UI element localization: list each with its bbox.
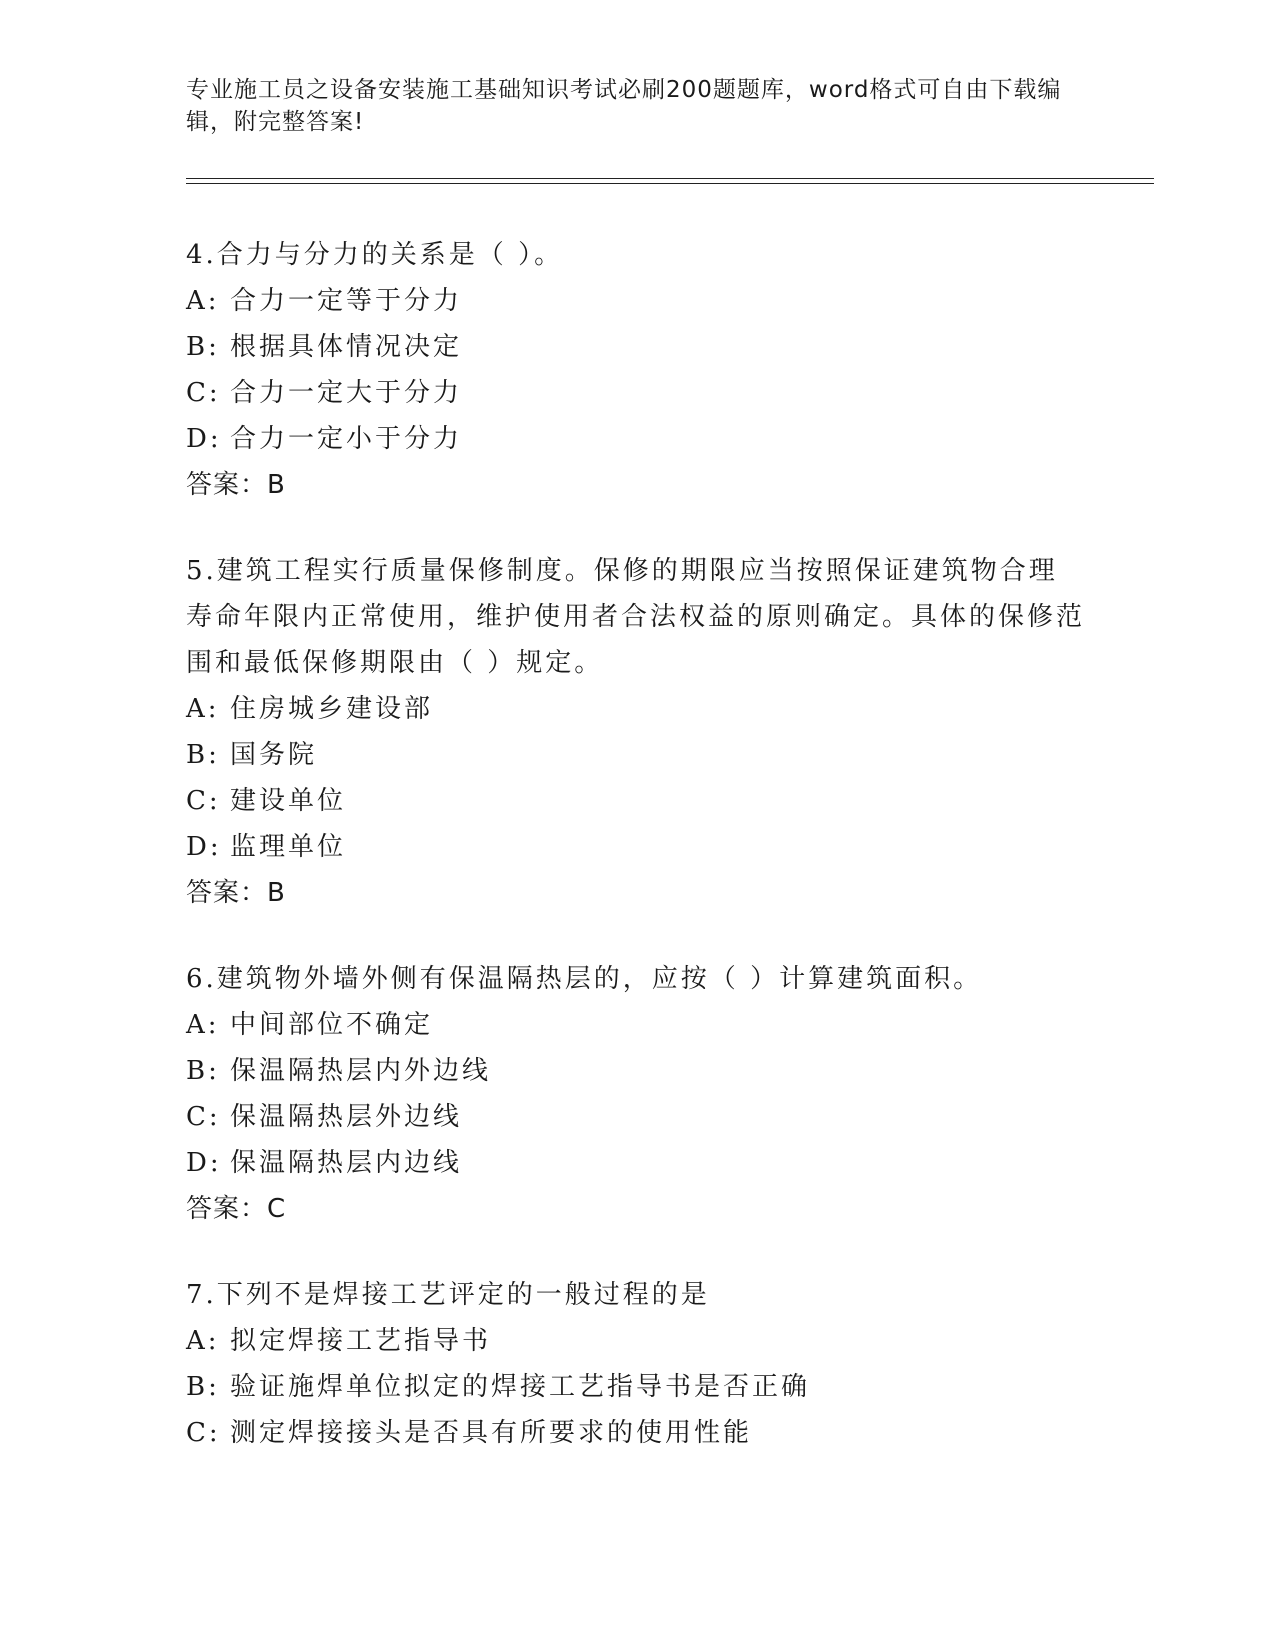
- option-b: [186, 732, 1086, 778]
- header-rule-bottom: [186, 183, 1154, 184]
- question-stem: 5.建筑工程实行质量保修制度。保修的期限应当按照保证建筑物合理寿命年限内正常使用，维护使用者合法权益的原则确定。具体的保修范围和最低保修期限由（ ）规定。: [186, 556, 1086, 678]
- question-4: [186, 232, 1086, 508]
- option-text: 监理单位: [230, 832, 347, 862]
- option-text: 合力一定大于分力: [230, 378, 463, 408]
- question-7: [186, 1272, 1086, 1456]
- option-a: [186, 278, 1086, 324]
- option-key: B:: [186, 1056, 220, 1086]
- question-list: [186, 232, 1086, 1496]
- option-key: A:: [186, 694, 220, 724]
- option-key: C:: [186, 1102, 221, 1132]
- document-header: 专业施工员之设备安装施工基础知识考试必刷200题题库，word格式可自由下载编辑，附完整答案!: [186, 77, 1062, 135]
- question-stem: 4.合力与分力的关系是（ ）。: [186, 240, 564, 270]
- option-a: [186, 686, 1086, 732]
- header-rule-top: [186, 178, 1154, 179]
- option-text: 合力一定等于分力: [230, 286, 463, 316]
- answer: 答案：C: [186, 1194, 287, 1224]
- option-text: 测定焊接接头是否具有所要求的使用性能: [230, 1418, 753, 1448]
- option-d: [186, 1140, 1086, 1186]
- option-key: B:: [186, 1372, 220, 1402]
- option-c: [186, 1410, 1086, 1456]
- option-key: D:: [186, 424, 222, 454]
- option-b: [186, 1364, 1086, 1410]
- answer: 答案：B: [186, 878, 286, 908]
- option-key: D:: [186, 1148, 222, 1178]
- option-a: [186, 1002, 1086, 1048]
- option-text: 合力一定小于分力: [230, 424, 463, 454]
- option-d: [186, 416, 1086, 462]
- option-key: A:: [186, 1010, 220, 1040]
- option-b: [186, 1048, 1086, 1094]
- option-key: A:: [186, 286, 220, 316]
- option-text: 建设单位: [230, 786, 347, 816]
- question-stem: 7.下列不是焊接工艺评定的一般过程的是: [186, 1280, 710, 1310]
- question-6: [186, 956, 1086, 1232]
- question-stem: 6.建筑物外墙外侧有保温隔热层的，应按（ ）计算建筑面积。: [186, 964, 983, 994]
- option-c: [186, 1094, 1086, 1140]
- option-key: C:: [186, 378, 221, 408]
- option-text: 验证施焊单位拟定的焊接工艺指导书是否正确: [230, 1372, 811, 1402]
- option-text: 根据具体情况决定: [230, 332, 463, 362]
- option-text: 中间部位不确定: [230, 1010, 434, 1040]
- option-a: [186, 1318, 1086, 1364]
- option-text: 保温隔热层内边线: [230, 1148, 463, 1178]
- question-5: [186, 548, 1086, 916]
- option-key: A:: [186, 1326, 220, 1356]
- option-text: 保温隔热层内外边线: [230, 1056, 492, 1086]
- option-c: [186, 370, 1086, 416]
- option-d: [186, 824, 1086, 870]
- option-key: C:: [186, 1418, 221, 1448]
- option-key: C:: [186, 786, 221, 816]
- option-c: [186, 778, 1086, 824]
- option-text: 拟定焊接工艺指导书: [230, 1326, 492, 1356]
- option-text: 住房城乡建设部: [230, 694, 434, 724]
- answer: 答案：B: [186, 470, 286, 500]
- option-text: 保温隔热层外边线: [230, 1102, 463, 1132]
- option-key: B:: [186, 332, 220, 362]
- option-key: B:: [186, 740, 220, 770]
- option-key: D:: [186, 832, 222, 862]
- option-text: 国务院: [230, 740, 318, 770]
- option-b: [186, 324, 1086, 370]
